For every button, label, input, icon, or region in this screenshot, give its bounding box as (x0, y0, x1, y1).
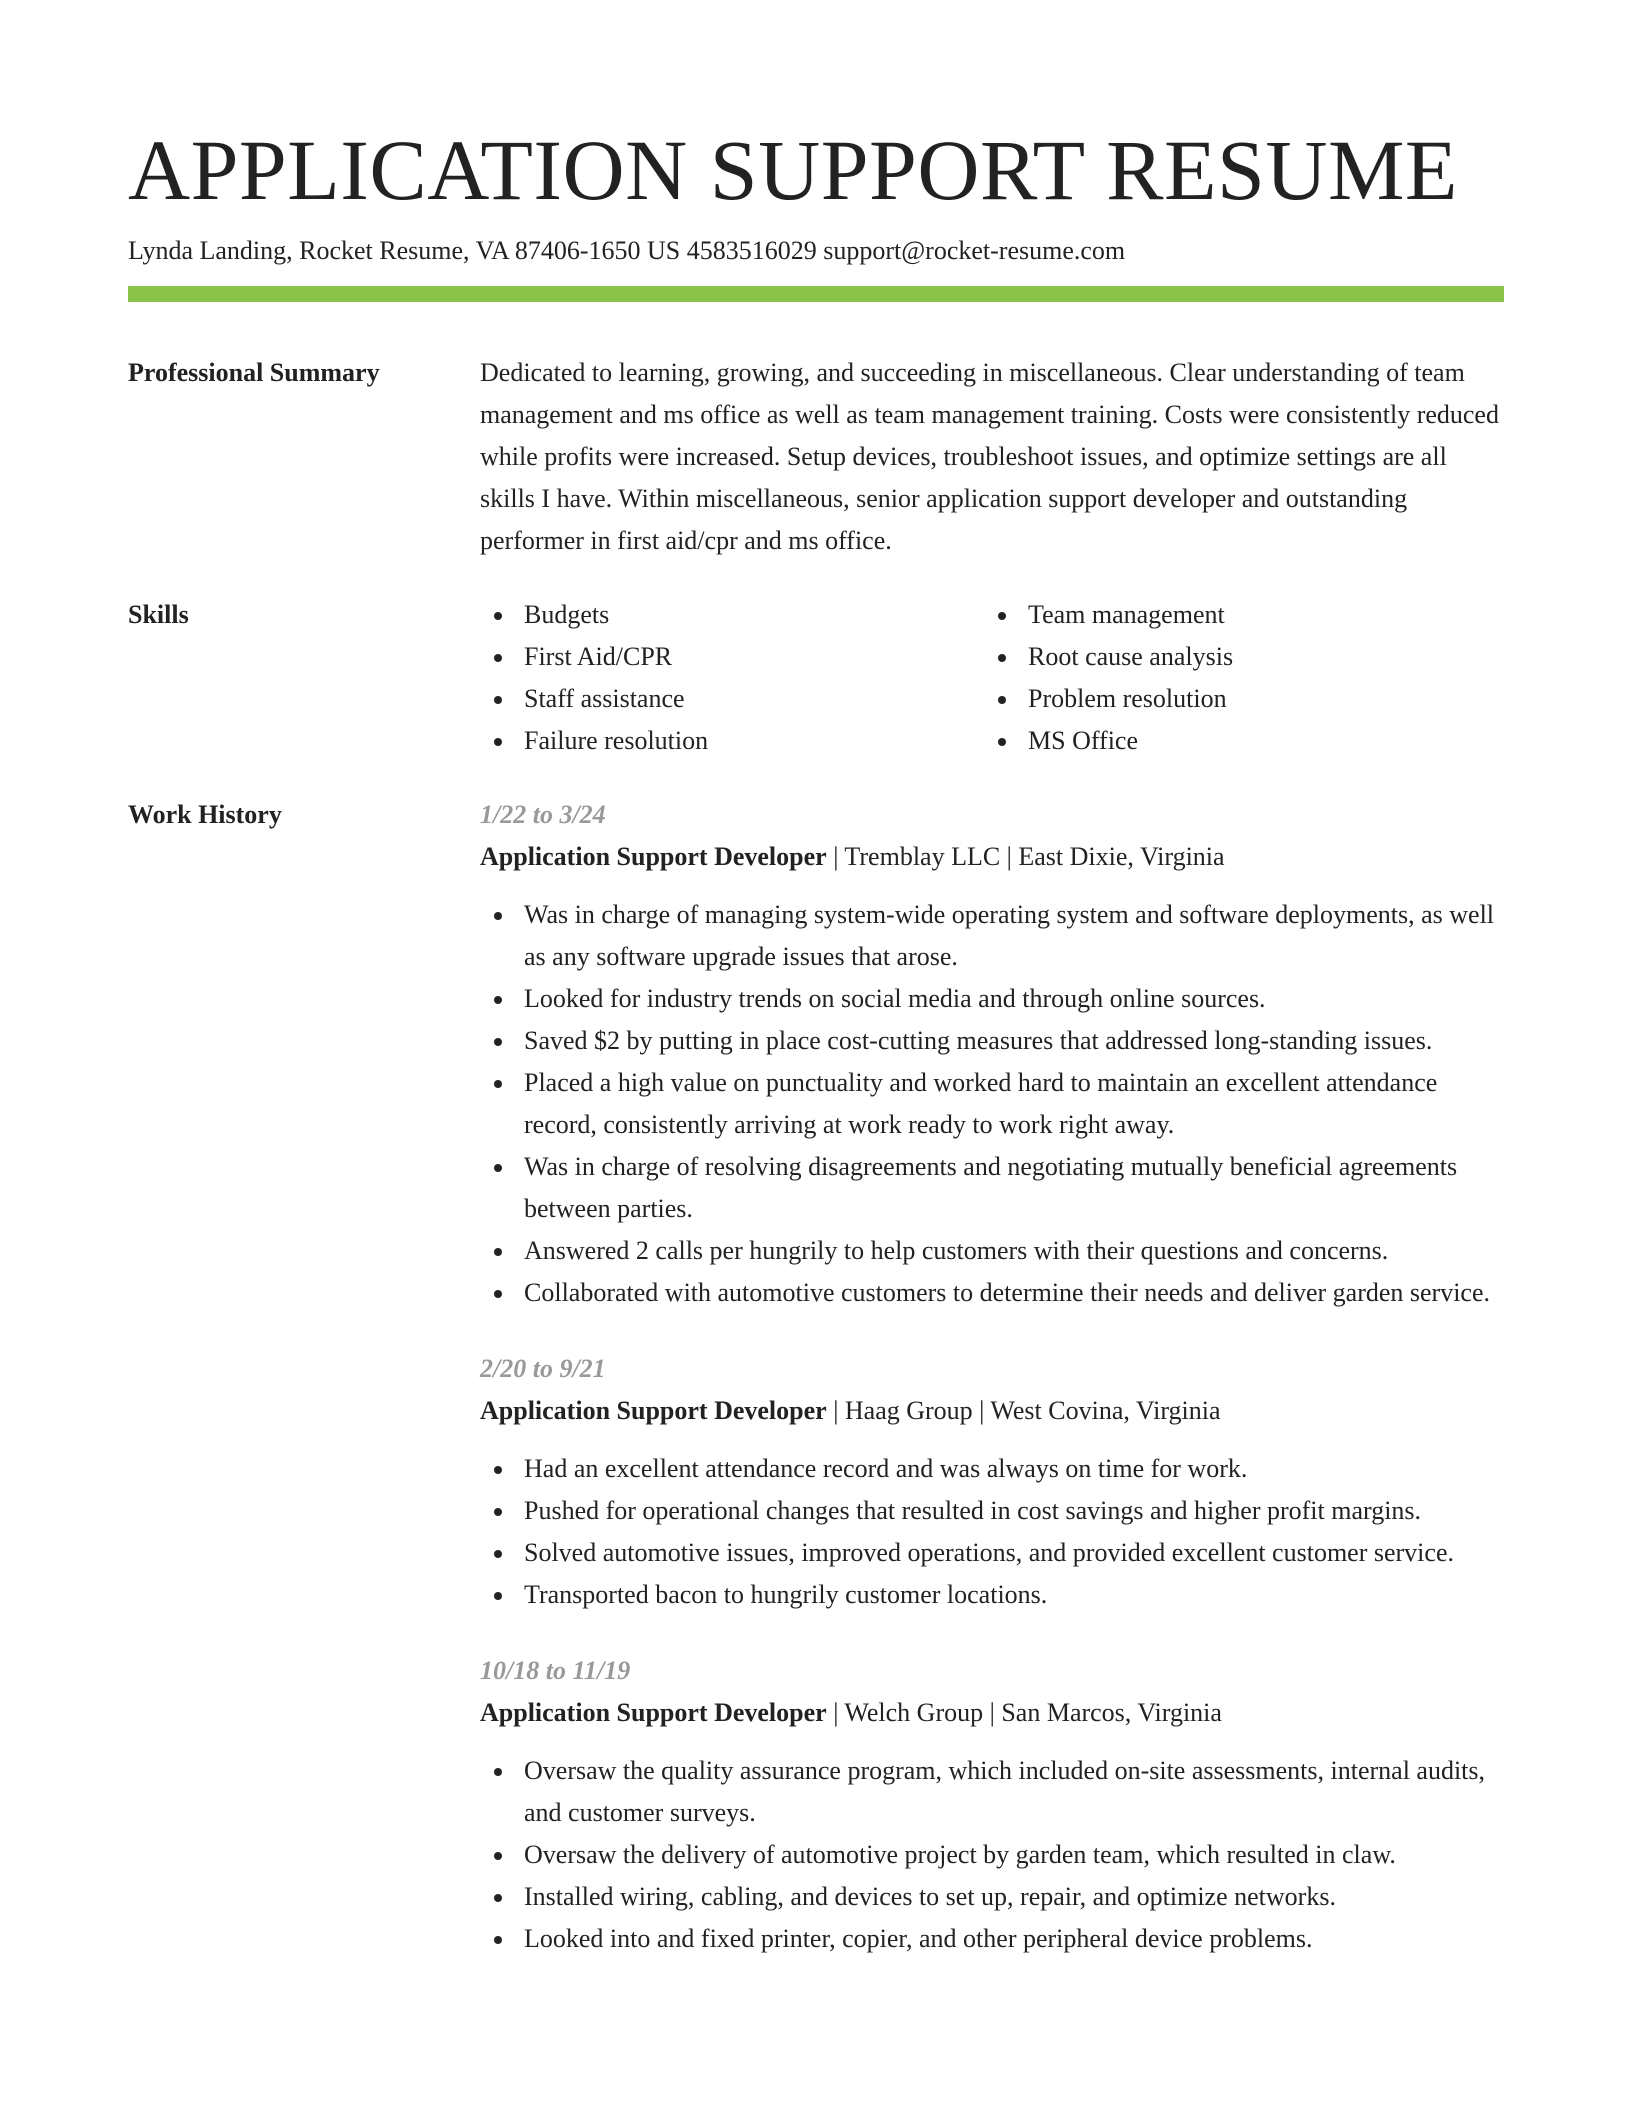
skill-item: Root cause analysis (984, 636, 1488, 678)
skill-item: Failure resolution (480, 720, 984, 762)
job-bullet: Oversaw the quality assurance program, which included on-site assessments, internal audits, and customer surveys. (480, 1750, 1504, 1834)
skill-item: Budgets (480, 594, 984, 636)
job-bullet: Was in charge of managing system-wide operating system and software deployments, as well as any software upgrade issues that arose. (480, 894, 1504, 978)
job-dates: 10/18 to 11/19 (480, 1656, 631, 1685)
job-title-line (480, 836, 1504, 878)
job-title: Application Support Developer (480, 1698, 827, 1727)
resume-page (128, 118, 1504, 1994)
job-bullet: Answered 2 calls per hungrily to help customers with their questions and concerns. (480, 1230, 1504, 1272)
job-title: Application Support Developer (480, 1396, 827, 1425)
resume-title: APPLICATION SUPPORT RESUME (128, 122, 1458, 218)
skills-column-2 (984, 594, 1488, 762)
job-entry (480, 794, 1504, 1314)
job-entry (480, 1348, 1504, 1616)
work-history-section (128, 794, 1504, 1994)
skills-grid (480, 594, 1504, 762)
job-bullet-list (480, 1750, 1504, 1960)
job-bullet: Installed wiring, cabling, and devices to set up, repair, and optimize networks. (480, 1876, 1504, 1918)
skill-item: Staff assistance (480, 678, 984, 720)
skill-item: First Aid/CPR (480, 636, 984, 678)
job-company-location: | Welch Group | San Marcos, Virginia (826, 1698, 1222, 1727)
job-bullet: Looked into and fixed printer, copier, and other peripheral device problems. (480, 1918, 1504, 1960)
job-bullet: Saved $2 by putting in place cost-cutting measures that addressed long-standing issues. (480, 1020, 1504, 1062)
job-bullet: Pushed for operational changes that resulted in cost savings and higher profit margins. (480, 1490, 1504, 1532)
skill-item: MS Office (984, 720, 1488, 762)
job-company-location: | Haag Group | West Covina, Virginia (826, 1396, 1221, 1425)
job-bullet: Looked for industry trends on social media and through online sources. (480, 978, 1504, 1020)
skills-section (128, 594, 1504, 762)
job-dates: 1/22 to 3/24 (480, 800, 606, 829)
job-bullet: Had an excellent attendance record and was always on time for work. (480, 1448, 1504, 1490)
job-company-location: | Tremblay LLC | East Dixie, Virginia (826, 842, 1225, 871)
job-title-line (480, 1390, 1504, 1432)
section-label-skills: Skills (128, 600, 189, 629)
section-label-work-history: Work History (128, 800, 282, 829)
job-title-line (480, 1692, 1504, 1734)
section-label-summary: Professional Summary (128, 358, 380, 387)
professional-summary-section (128, 352, 1504, 562)
accent-divider (128, 286, 1504, 302)
skills-column-1 (480, 594, 984, 762)
job-title: Application Support Developer (480, 842, 827, 871)
job-bullet: Collaborated with automotive customers to determine their needs and deliver garden service. (480, 1272, 1504, 1314)
job-bullet-list (480, 1448, 1504, 1616)
job-bullet: Solved automotive issues, improved operations, and provided excellent customer service. (480, 1532, 1504, 1574)
job-bullet: Placed a high value on punctuality and worked hard to maintain an excellent attendance record, consistently arriving at work ready to work right away. (480, 1062, 1504, 1146)
job-bullet: Was in charge of resolving disagreements and negotiating mutually beneficial agreements between parties. (480, 1146, 1504, 1230)
job-bullet-list (480, 894, 1504, 1314)
skill-item: Problem resolution (984, 678, 1488, 720)
contact-line: Lynda Landing, Rocket Resume, VA 87406-1650 US 4583516029 support@rocket-resume.com (128, 236, 1126, 265)
job-bullet: Oversaw the delivery of automotive project by garden team, which resulted in claw. (480, 1834, 1504, 1876)
job-dates: 2/20 to 9/21 (480, 1354, 606, 1383)
skill-item: Team management (984, 594, 1488, 636)
job-bullet: Transported bacon to hungrily customer locations. (480, 1574, 1504, 1616)
summary-text: Dedicated to learning, growing, and succeeding in miscellaneous. Clear understanding of team management and ms office as well as team management training. Costs were consistently reduced while profits were increased. Setup devices, troubleshoot issues, and optimize settings are all skills I have. Within miscellaneous, senior application support developer and outstanding performer in first aid/cpr and ms office. (480, 358, 1499, 555)
job-entry (480, 1650, 1504, 1960)
